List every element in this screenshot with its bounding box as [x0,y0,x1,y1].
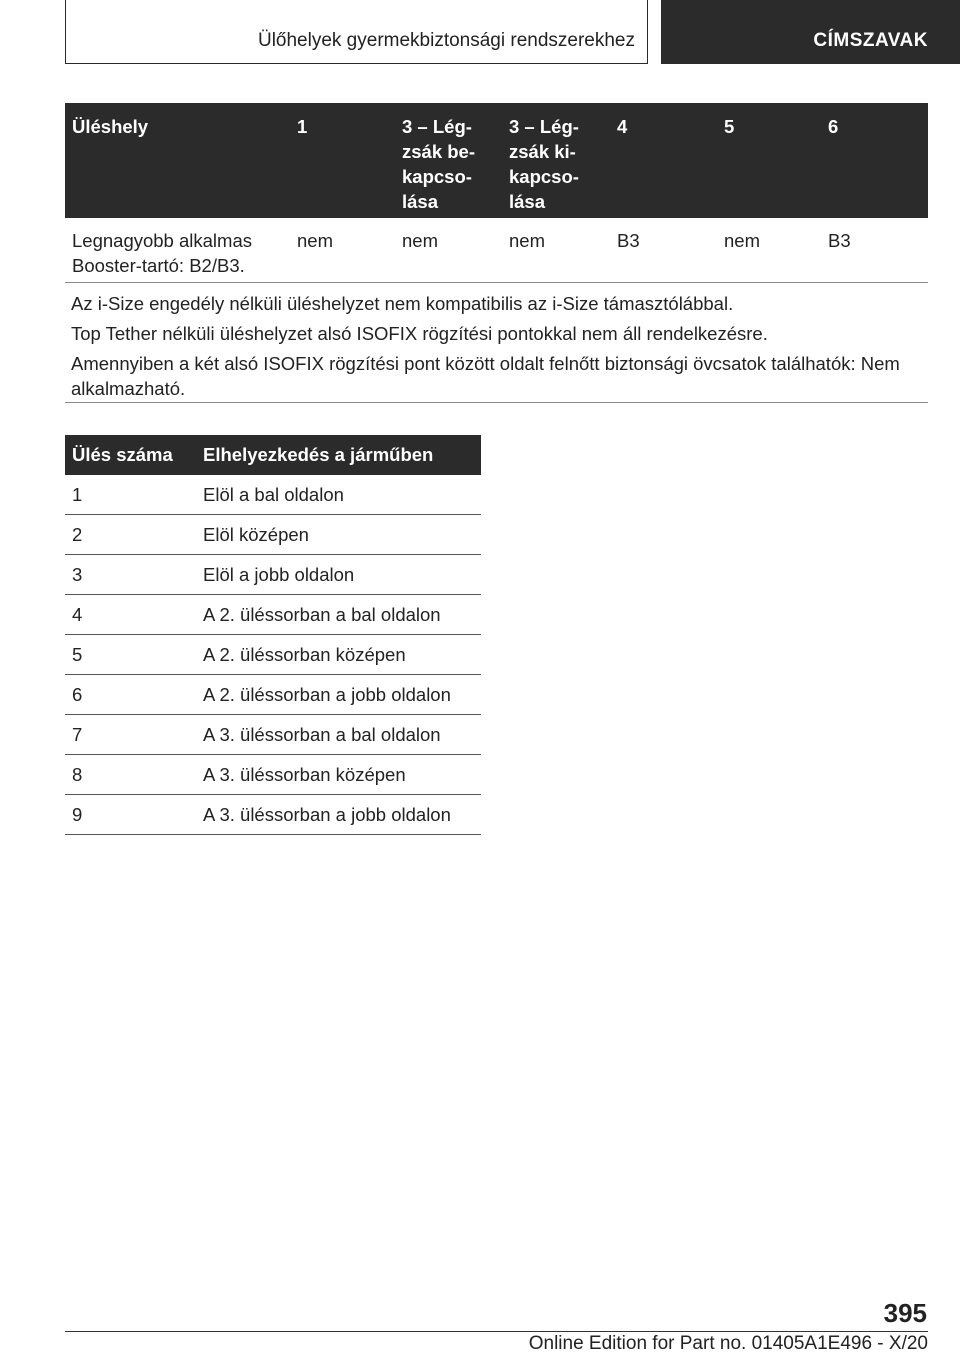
table-row [65,715,481,755]
section-title: Ülőhelyek gyermekbiztonsági rendszerekhez [257,30,635,51]
seat-location: A 2. üléssorban a jobb oldalon [203,684,451,705]
seat-number: 7 [72,724,83,745]
header-chapter-box [661,0,960,64]
table-cell: nem [509,230,545,251]
table-row [65,675,481,715]
seat-table [65,103,928,403]
table-cell: Legnagyobb alkalmas Booster-tartó: B2/B3. [72,230,252,276]
table-row [65,635,481,675]
seat-location: A 2. üléssorban középen [203,644,406,665]
seat-col-header: 5 [724,116,735,137]
header-section-box [65,0,648,64]
seat-number: 9 [72,804,83,825]
location-col-header: Ülés száma [72,444,173,465]
seat-col-header: 3 – Lég- zsák be- kapcso- lása [402,116,476,212]
location-table [65,435,481,835]
seat-number: 1 [72,484,83,505]
seat-col-header: 4 [617,116,628,137]
table-row [65,218,928,283]
seat-col-header: Üléshely [72,116,149,137]
seat-number: 2 [72,524,83,545]
location-col-header: Elhelyezkedés a járműben [203,444,434,465]
seat-location: A 3. üléssorban középen [203,764,406,785]
table-cell: nem [724,230,760,251]
seat-table-header [65,103,928,218]
seat-location: A 3. üléssorban a jobb oldalon [203,804,451,825]
table-cell: nem [297,230,333,251]
seat-number: 8 [72,764,83,785]
seat-col-header: 1 [297,116,308,137]
table-row [65,595,481,635]
footer-divider [65,1331,928,1332]
note-text: Top Tether nélküli üléshelyzet alsó ISOFIX rögzítési pontokkal nem áll rendelkezésre. [71,323,768,344]
seat-location: A 3. üléssorban a bal oldalon [203,724,441,745]
table-cell: nem [402,230,438,251]
table-row [65,475,481,515]
edition-footer: Online Edition for Part no. 01405A1E496 - X/20 [528,1333,928,1354]
table-row [65,795,481,835]
table-notes [65,283,928,403]
seat-number: 4 [72,604,83,625]
page-number: 395 [883,1298,927,1328]
seat-location: A 2. üléssorban a bal oldalon [203,604,441,625]
seat-location: Elöl középen [203,524,309,545]
chapter-title: CÍMSZAVAK [813,30,928,51]
seat-location: Elöl a bal oldalon [203,484,344,505]
table-row [65,755,481,795]
note-text: Amennyiben a két alsó ISOFIX rögzítési pont között oldalt felnőtt biztonsági övcsatok találhatók: Nem alkalmazható. [71,353,900,399]
table-row [65,555,481,595]
seat-col-header: 6 [828,116,839,137]
seat-col-header: 3 – Lég- zsák ki- kapcso- lása [509,116,579,212]
location-table-header [65,435,481,475]
seat-number: 5 [72,644,83,665]
seat-number: 6 [72,684,83,705]
note-text: Az i-Size engedély nélküli üléshelyzet nem kompatibilis az i-Size támasztólábbal. [71,293,734,314]
table-row [65,515,481,555]
table-cell: B3 [617,230,640,251]
table-cell: B3 [828,230,851,251]
seat-location: Elöl a jobb oldalon [203,564,355,585]
seat-number: 3 [72,564,83,585]
